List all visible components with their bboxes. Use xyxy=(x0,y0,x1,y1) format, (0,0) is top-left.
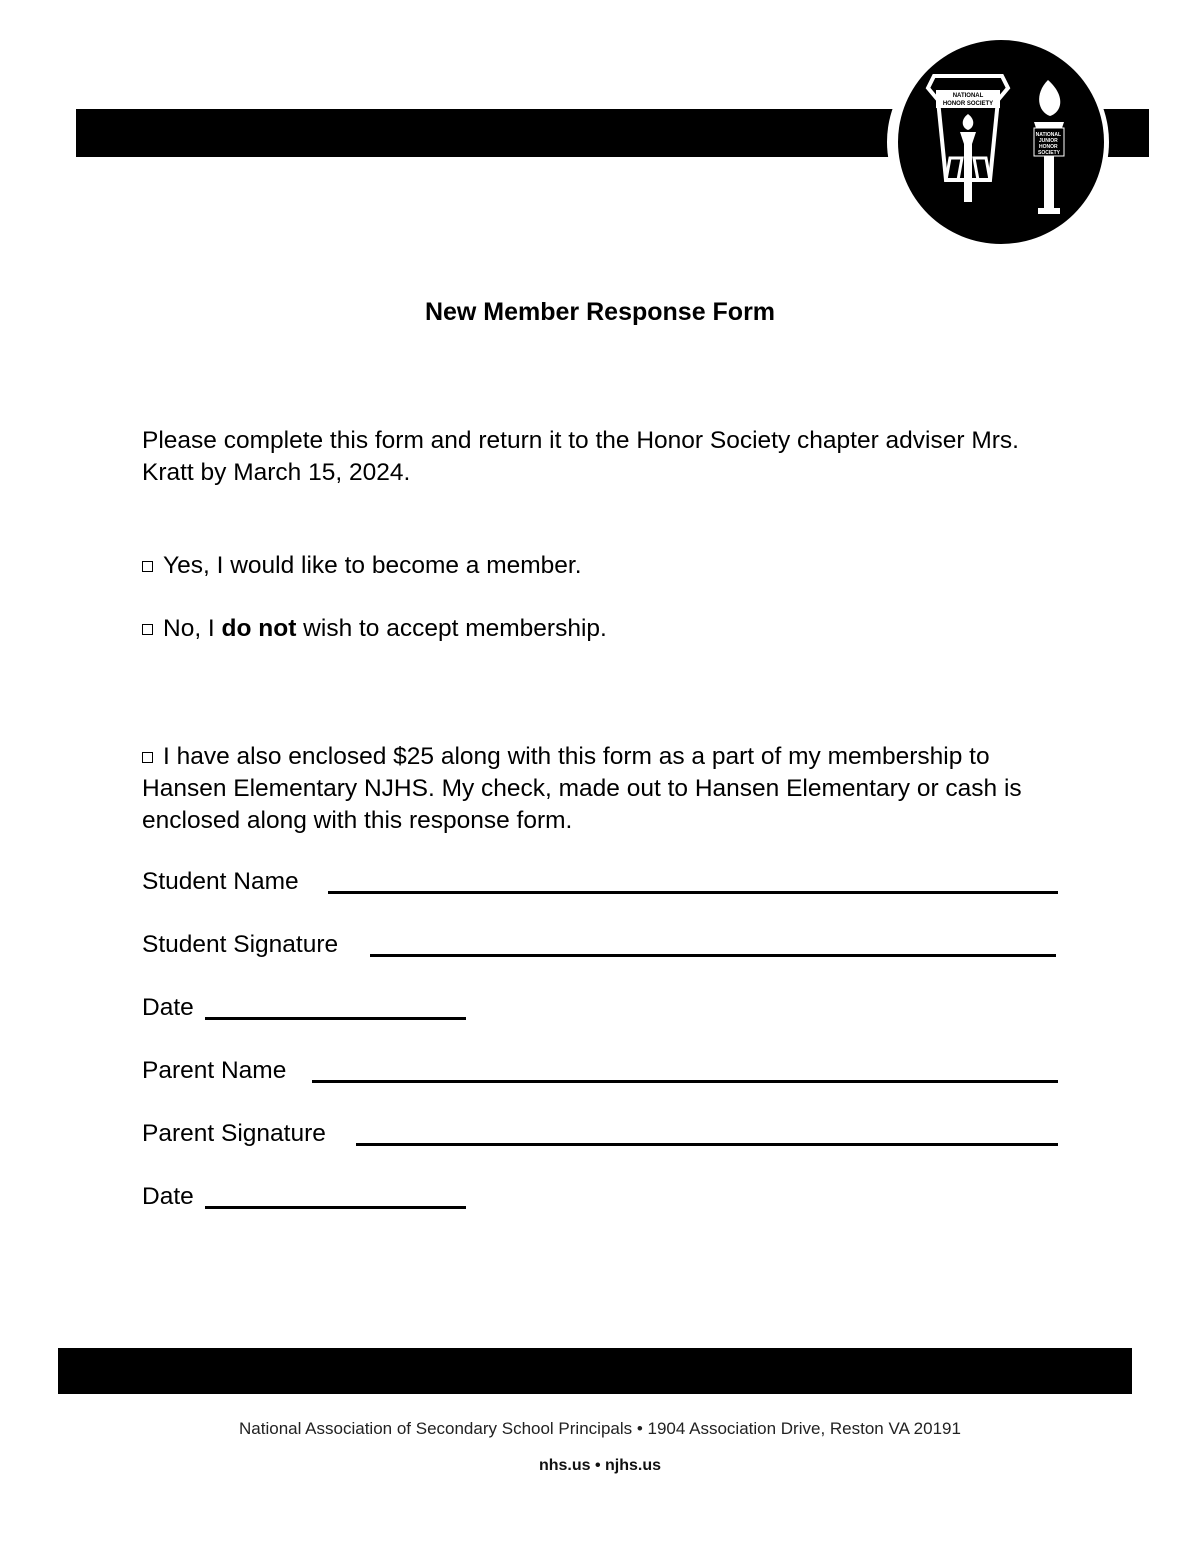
njhs-logo-text: NATIONAL JUNIOR HONOR SOCIETY xyxy=(1035,132,1061,156)
option-enclosed-label: I have also enclosed $25 along with this form as a part of my membership to Hansen Elementary NJHS. My check, made out to Hansen Elementary or cash is enclosed along with this response form. xyxy=(142,743,1022,834)
student-signature-label: Student Signature xyxy=(142,931,339,958)
option-enclosed[interactable] xyxy=(142,741,1072,837)
footer-address: National Association of Secondary School Principals • 1904 Association Drive, Reston VA 20191 xyxy=(239,1419,961,1438)
option-decline-label-end: wish to accept membership. xyxy=(296,615,607,642)
option-decline-emphasis: do not xyxy=(221,615,297,642)
nhs-logo-text-1: NATIONAL xyxy=(952,93,984,99)
parent-name-field[interactable] xyxy=(312,1080,1058,1083)
intro-paragraph: Please complete this form and return it to the Honor Society chapter adviser Mrs. Kratt by March 15, 2024. xyxy=(142,427,1019,486)
footer-links[interactable]: nhs.us • njhs.us xyxy=(538,1457,662,1474)
honor-society-logo xyxy=(898,40,1104,244)
footer-bar xyxy=(58,1348,1132,1394)
option-decline-label-start: No, I xyxy=(163,615,222,642)
parent-name-label: Parent Name xyxy=(142,1057,287,1084)
honor-society-keystone-torch-icon xyxy=(898,40,1104,244)
student-name-field[interactable] xyxy=(328,891,1058,894)
parent-signature-label: Parent Signature xyxy=(142,1120,326,1147)
student-date-label: Date xyxy=(142,994,194,1021)
student-name-label: Student Name xyxy=(142,868,299,895)
parent-date-field[interactable] xyxy=(205,1206,466,1209)
checkbox-enclosed[interactable] xyxy=(142,752,153,763)
option-decline[interactable] xyxy=(142,615,607,643)
nhs-logo-text-2: HONOR SOCIETY xyxy=(942,101,994,107)
option-accept[interactable] xyxy=(142,552,582,580)
option-accept-label: Yes, I would like to become a member. xyxy=(163,552,582,579)
checkbox-accept[interactable] xyxy=(142,561,153,572)
checkbox-decline[interactable] xyxy=(142,624,153,635)
student-date-field[interactable] xyxy=(205,1017,466,1020)
parent-signature-field[interactable] xyxy=(356,1143,1058,1146)
parent-date-label: Date xyxy=(142,1183,194,1210)
student-signature-field[interactable] xyxy=(370,954,1056,957)
form-title: New Member Response Form xyxy=(424,298,776,326)
